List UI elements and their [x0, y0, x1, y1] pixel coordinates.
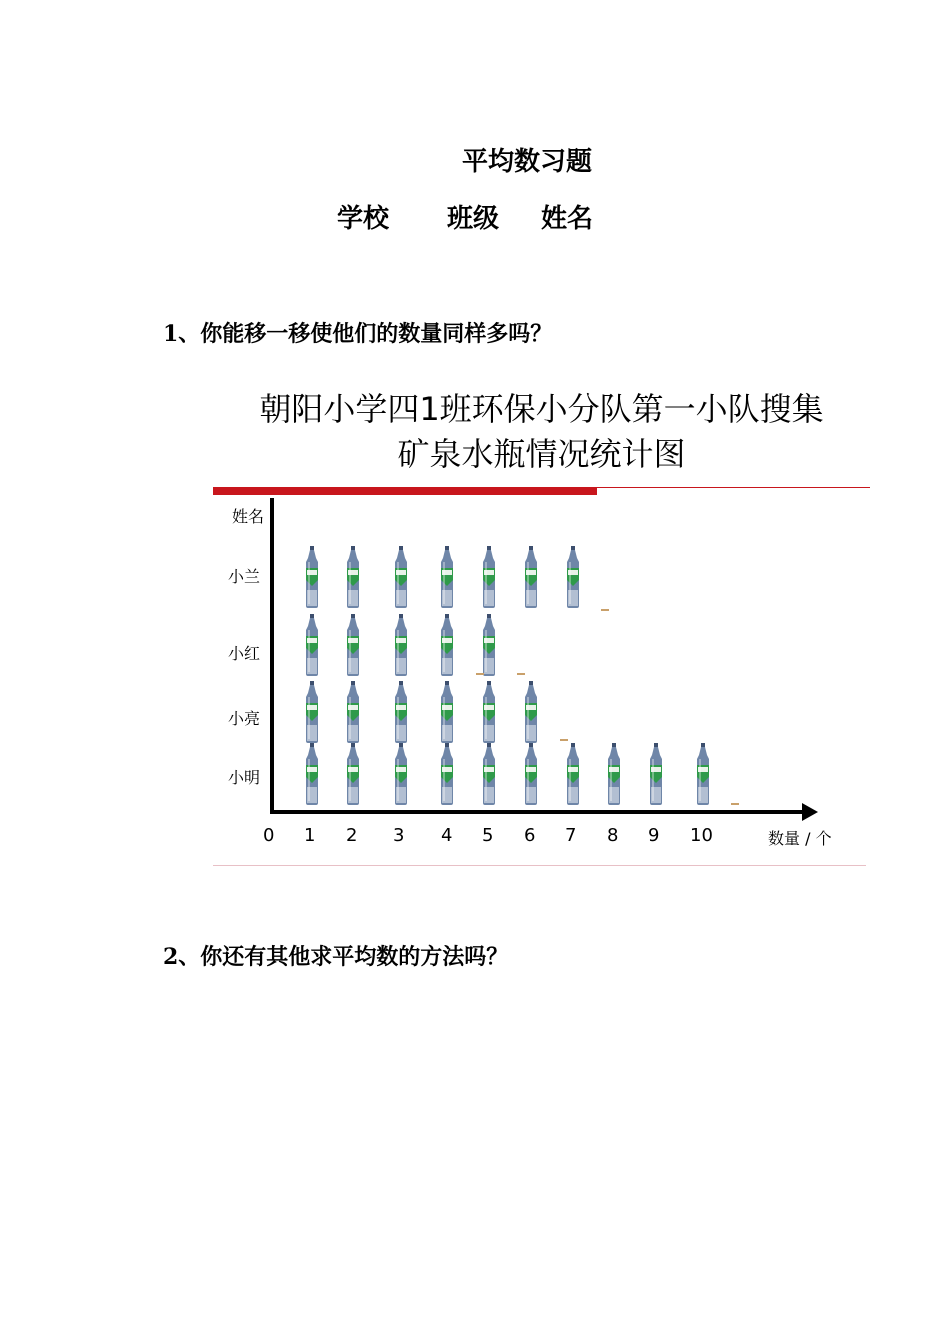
bottle-icon: [522, 546, 540, 608]
bottle-icon: [647, 743, 665, 805]
x-tick-label: 3: [393, 825, 405, 846]
row-end-mark: [560, 739, 568, 741]
school-label: 学校: [337, 204, 390, 234]
bottle-icon: [480, 614, 498, 676]
x-axis-arrow-icon: [802, 803, 818, 821]
bottle-icon: [694, 743, 712, 805]
bottle-icon: [522, 743, 540, 805]
x-tick-label: 7: [565, 825, 577, 846]
bottle-icon: [303, 546, 321, 608]
bottle-icon: [392, 614, 410, 676]
category-label-xiaoming: 小明: [228, 768, 261, 787]
category-label-xiaoliang: 小亮: [228, 709, 261, 728]
category-label-xiaolan: 小兰: [228, 567, 261, 586]
question-2: 2、你还有其他求平均数的方法吗？: [163, 944, 509, 970]
x-axis-label: 数量 / 个: [768, 829, 832, 848]
title-underline-bar: [213, 487, 597, 495]
bottle-icon: [344, 681, 362, 743]
row-end-mark: [731, 803, 739, 805]
y-axis: [270, 498, 274, 814]
x-tick-label: 4: [441, 825, 453, 846]
bottle-icon: [564, 546, 582, 608]
bottle-icon: [438, 614, 456, 676]
y-axis-label: 姓名: [232, 507, 265, 526]
bottle-icon: [303, 614, 321, 676]
bottle-icon: [392, 681, 410, 743]
x-tick-label: 6: [524, 825, 536, 846]
bottle-icon: [438, 743, 456, 805]
bottle-icon: [344, 743, 362, 805]
bottle-icon: [438, 546, 456, 608]
bottle-icon: [605, 743, 623, 805]
x-tick-label: 5: [482, 825, 494, 846]
bottle-icon: [303, 743, 321, 805]
page-title: 平均数习题: [461, 147, 592, 177]
bottle-icon: [344, 614, 362, 676]
x-tick-label: 8: [607, 825, 619, 846]
bottle-icon: [303, 681, 321, 743]
bottle-icon: [392, 743, 410, 805]
x-tick-label: 10: [690, 825, 713, 846]
bottle-icon: [480, 546, 498, 608]
bottle-icon: [480, 743, 498, 805]
bottle-icon: [438, 681, 456, 743]
class-label: 班级: [447, 204, 500, 234]
category-label-xiaohong: 小红: [228, 644, 261, 663]
bottle-icon: [480, 681, 498, 743]
x-tick-label: 0: [263, 825, 275, 846]
name-label: 姓名: [541, 204, 594, 234]
chart-title-line2: 矿泉水瓶情况统计图: [397, 435, 686, 473]
x-tick-label: 9: [648, 825, 660, 846]
question-1: 1、你能移一移使他们的数量同样多吗？: [163, 321, 553, 347]
row-end-mark: [517, 673, 525, 675]
x-tick-label: 1: [304, 825, 316, 846]
bottle-icon: [522, 681, 540, 743]
x-tick-label: 2: [346, 825, 358, 846]
chart-bottom-line: [213, 865, 866, 866]
bottle-icon: [392, 546, 410, 608]
bottle-icon: [344, 546, 362, 608]
x-axis: [270, 810, 804, 814]
row-end-mark: [601, 609, 609, 611]
row-end-mark: [476, 673, 484, 675]
title-underline-line: [597, 487, 870, 488]
chart-title-line1: 朝阳小学四1班环保小分队第一小队搜集: [259, 390, 824, 428]
bottle-icon: [564, 743, 582, 805]
